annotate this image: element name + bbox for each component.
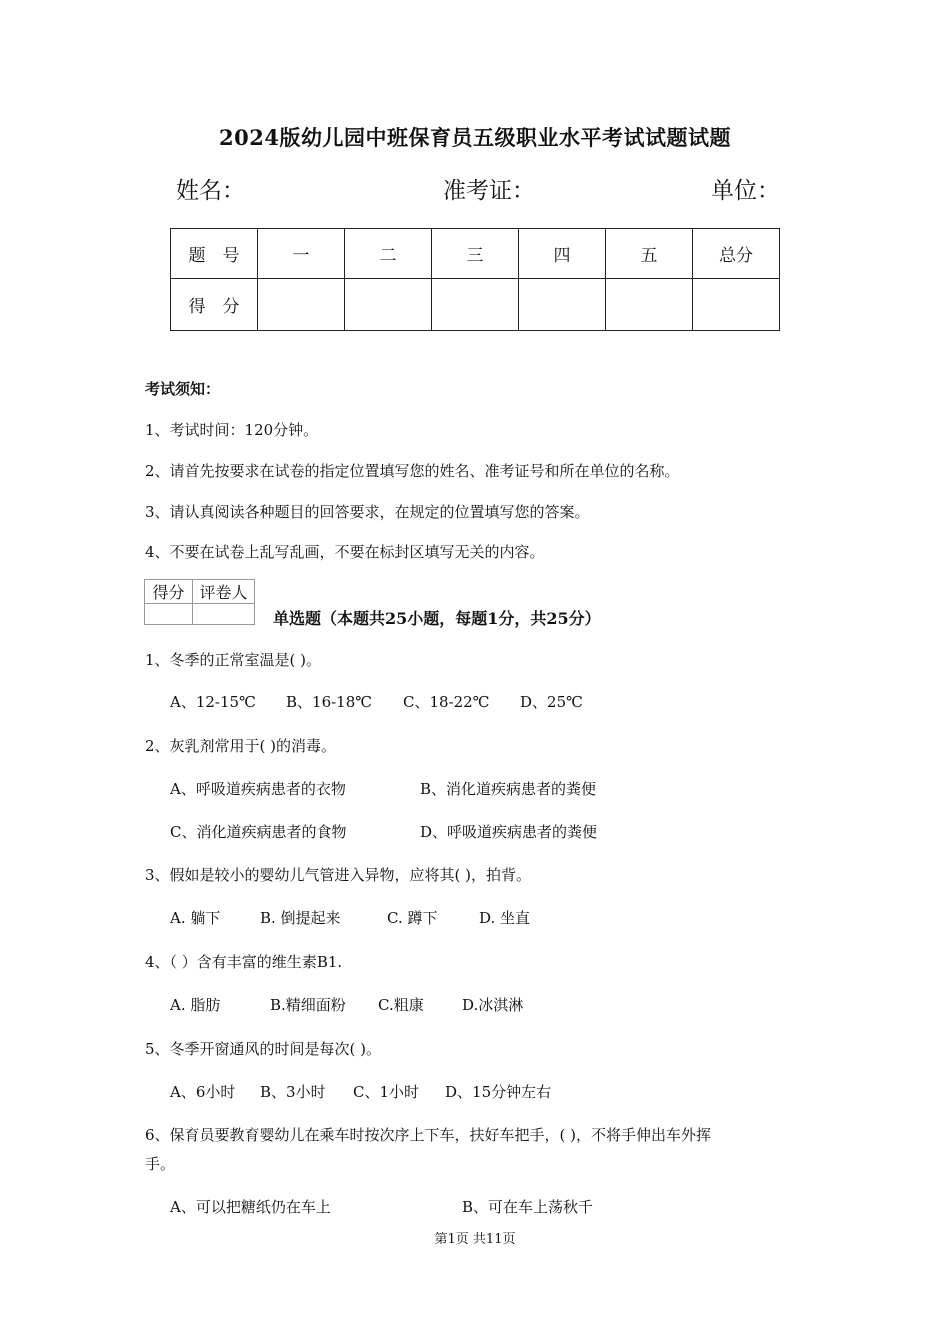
question-2: 2、灰乳剂常用于( )的消毒。 [145, 737, 337, 755]
question-3-options [0, 907, 950, 927]
option[interactable]: C、消化道疾病患者的食物 [170, 823, 347, 841]
option[interactable]: D、呼吸道疾病患者的粪便 [420, 823, 598, 841]
notice-title: 考试须知： [145, 380, 221, 398]
option[interactable]: A、6小时 [170, 1083, 236, 1101]
notice-item: 4、不要在试卷上乱写乱画，不要在标封区填写无关的内容。 [145, 543, 545, 561]
score-table [170, 228, 780, 331]
score-table-header: 一 [258, 229, 345, 279]
option[interactable]: C.粗康 [378, 996, 424, 1014]
option[interactable]: B、可在车上荡秋千 [462, 1198, 594, 1216]
option[interactable]: A. 躺下 [170, 909, 221, 927]
grader-box [144, 579, 255, 625]
score-row-label: 得 分 [171, 279, 258, 331]
option[interactable]: B、3小时 [260, 1083, 326, 1101]
score-table-header: 总分 [693, 229, 780, 279]
option[interactable]: B. 倒提起来 [260, 909, 341, 927]
score-table-score-row [171, 279, 780, 331]
option[interactable]: A、可以把糖纸仍在车上 [170, 1198, 331, 1216]
unit-field-label: 单位： [711, 178, 780, 204]
option[interactable]: C、1小时 [353, 1083, 420, 1101]
question-2-options-row [0, 778, 950, 798]
question-1: 1、冬季的正常室温是( )。 [145, 651, 322, 669]
page-title: 2024版幼儿园中班保育员五级职业水平考试试题试题 [219, 125, 731, 150]
option[interactable]: B、16-18℃ [286, 693, 373, 711]
option[interactable]: A、12-15℃ [170, 693, 256, 711]
grader-reviewer-cell[interactable] [193, 604, 255, 625]
option[interactable]: C、18-22℃ [403, 693, 490, 711]
option[interactable]: C. 蹲下 [387, 909, 438, 927]
question-3: 3、假如是较小的婴幼儿气管进入异物，应将其( )，拍背。 [145, 866, 532, 884]
option[interactable]: D、15分钟左右 [445, 1083, 552, 1101]
score-table-header: 四 [519, 229, 606, 279]
notice-item: 3、请认真阅读各种题目的回答要求，在规定的位置填写您的答案。 [145, 503, 590, 521]
score-cell[interactable] [519, 279, 606, 331]
score-table-header-row [171, 229, 780, 279]
option[interactable]: A. 脂肪 [170, 996, 221, 1014]
question-6: 6、保育员要教育婴幼儿在乘车时按次序上下车，扶好车把手，( )，不将手伸出车外挥 [145, 1126, 712, 1144]
question-5-options [0, 1081, 950, 1101]
score-cell[interactable] [606, 279, 693, 331]
question-6-continuation: 手。 [145, 1155, 176, 1173]
score-table-header: 五 [606, 229, 693, 279]
score-table-header: 题 号 [171, 229, 258, 279]
score-table-header: 三 [432, 229, 519, 279]
grader-score-label: 得分 [145, 580, 193, 604]
grader-reviewer-label: 评卷人 [193, 580, 255, 604]
question-5: 5、冬季开窗通风的时间是每次( )。 [145, 1040, 382, 1058]
page-footer: 第1页 共11页 [434, 1232, 516, 1247]
option[interactable]: B、消化道疾病患者的粪便 [420, 780, 597, 798]
option[interactable]: B.精细面粉 [270, 996, 346, 1014]
option[interactable]: D.冰淇淋 [462, 996, 524, 1014]
name-field-label: 姓名： [176, 178, 245, 204]
question-6-options-row [0, 1196, 950, 1216]
score-cell[interactable] [432, 279, 519, 331]
option[interactable]: D、25℃ [520, 693, 583, 711]
question-4: 4、（ ）含有丰富的维生素B1. [145, 953, 343, 971]
question-4-options [0, 994, 950, 1014]
option[interactable]: A、呼吸道疾病患者的衣物 [170, 780, 346, 798]
notice-item: 1、考试时间：120分钟。 [145, 421, 319, 439]
notice-item: 2、请首先按要求在试卷的指定位置填写您的姓名、准考证号和所在单位的名称。 [145, 462, 680, 480]
score-table-header: 二 [345, 229, 432, 279]
question-1-options [0, 691, 950, 711]
score-cell[interactable] [345, 279, 432, 331]
section-title: 单选题（本题共25小题，每题1分，共25分） [273, 609, 601, 628]
score-cell[interactable] [258, 279, 345, 331]
ticket-field-label: 准考证： [443, 178, 535, 204]
grader-score-cell[interactable] [145, 604, 193, 625]
option[interactable]: D. 坐直 [479, 909, 531, 927]
score-cell[interactable] [693, 279, 780, 331]
question-2-options-row [0, 821, 950, 841]
